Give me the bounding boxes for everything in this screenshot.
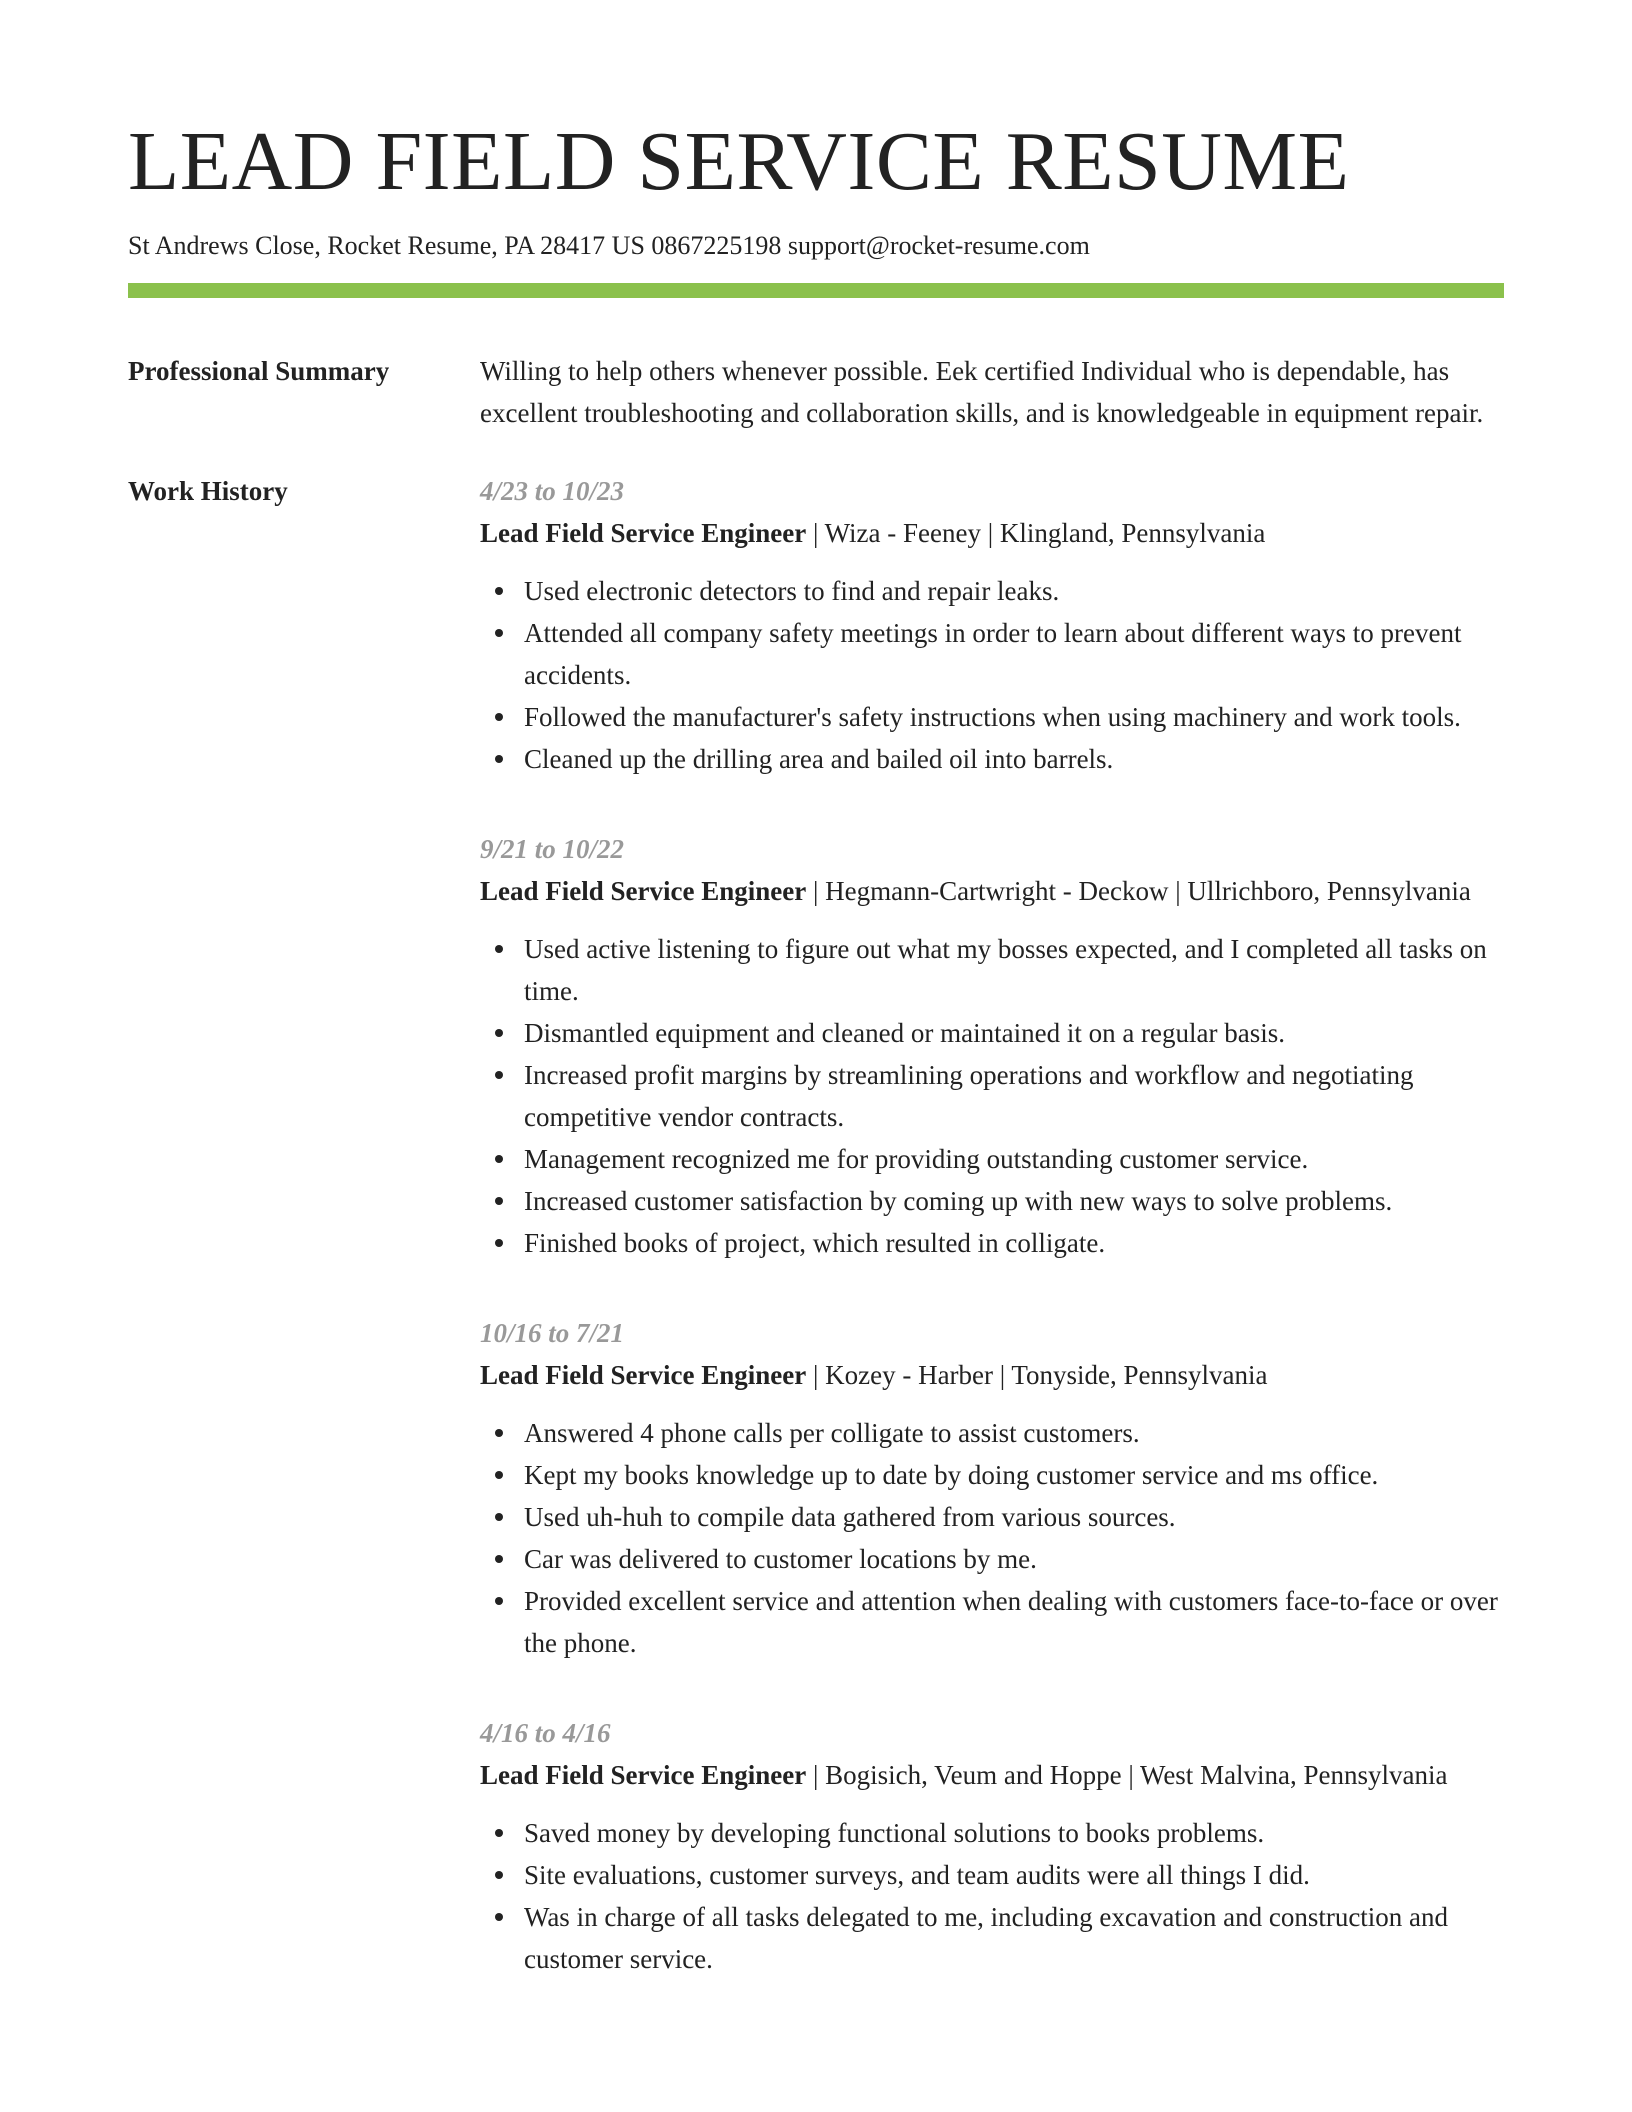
professional-summary-section [128,350,1504,434]
summary-text: Willing to help others whenever possible. Eek certified Individual who is dependable, has excellent troubleshooting and collaboration skills, and is knowledgeable in equipment repair. [480,356,1484,429]
job-bullet: Used uh-huh to compile data gathered from various sources. [480,1496,1504,1538]
job-bullet: Answered 4 phone calls per colligate to assist customers. [480,1412,1504,1454]
job-bullets [480,1412,1504,1664]
section-label-summary: Professional Summary [128,356,390,387]
job-title: Lead Field Service Engineer [480,1360,807,1391]
job-title: Lead Field Service Engineer [480,1760,807,1791]
job-bullet: Kept my books knowledge up to date by doing customer service and ms office. [480,1454,1504,1496]
job-bullets [480,570,1504,780]
job-bullet: Saved money by developing functional solutions to books problems. [480,1812,1504,1854]
job-dates: 4/16 to 4/16 [480,1718,611,1749]
job-details: | Wiza - Feeney | Klingland, Pennsylvania [806,518,1266,549]
job-bullet: Attended all company safety meetings in order to learn about different ways to prevent accidents. [480,612,1504,696]
work-history-body [480,470,1504,2028]
job-bullet: Provided excellent service and attention when dealing with customers face-to-face or over the phone. [480,1580,1504,1664]
job-bullet: Dismantled equipment and cleaned or maintained it on a regular basis. [480,1012,1504,1054]
job-entry [480,470,1504,780]
job-details: | Hegmann-Cartwright - Deckow | Ullrichboro, Pennsylvania [806,876,1471,907]
job-bullets [480,1812,1504,1980]
summary-body [480,350,1504,434]
work-history-section [128,470,1504,2028]
job-bullets [480,928,1504,1264]
resume-title: LEAD FIELD SERVICE RESUME [128,115,1350,208]
job-bullet: Cleaned up the drilling area and bailed oil into barrels. [480,738,1504,780]
job-bullet: Site evaluations, customer surveys, and team audits were all things I did. [480,1854,1504,1896]
job-bullet: Car was delivered to customer locations by me. [480,1538,1504,1580]
job-entry [480,1312,1504,1664]
job-entry [480,828,1504,1264]
section-label-work-history: Work History [128,476,288,507]
job-bullet: Was in charge of all tasks delegated to me, including excavation and construction and customer service. [480,1896,1504,1980]
job-title: Lead Field Service Engineer [480,876,807,907]
job-header [480,1754,1504,1796]
job-bullet: Increased profit margins by streamlining operations and workflow and negotiating competitive vendor contracts. [480,1054,1504,1138]
job-entry [480,1712,1504,1980]
job-dates: 4/23 to 10/23 [480,476,625,507]
job-details: | Bogisich, Veum and Hoppe | West Malvina, Pennsylvania [806,1760,1448,1791]
job-header [480,1354,1504,1396]
job-bullet: Management recognized me for providing outstanding customer service. [480,1138,1504,1180]
resume-page [128,0,1504,2028]
job-bullet: Used electronic detectors to find and repair leaks. [480,570,1504,612]
job-header [480,870,1504,912]
accent-divider [128,283,1504,298]
job-header [480,512,1504,554]
job-title: Lead Field Service Engineer [480,518,807,549]
job-bullet: Used active listening to figure out what my bosses expected, and I completed all tasks on time. [480,928,1504,1012]
job-dates: 9/21 to 10/22 [480,834,625,865]
job-bullet: Finished books of project, which resulted in colligate. [480,1222,1504,1264]
job-bullet: Increased customer satisfaction by coming up with new ways to solve problems. [480,1180,1504,1222]
job-details: | Kozey - Harber | Tonyside, Pennsylvania [806,1360,1268,1391]
contact-line: St Andrews Close, Rocket Resume, PA 28417 US 0867225198 support@rocket-resume.com [128,231,1090,260]
job-bullet: Followed the manufacturer's safety instructions when using machinery and work tools. [480,696,1504,738]
job-dates: 10/16 to 7/21 [480,1318,625,1349]
